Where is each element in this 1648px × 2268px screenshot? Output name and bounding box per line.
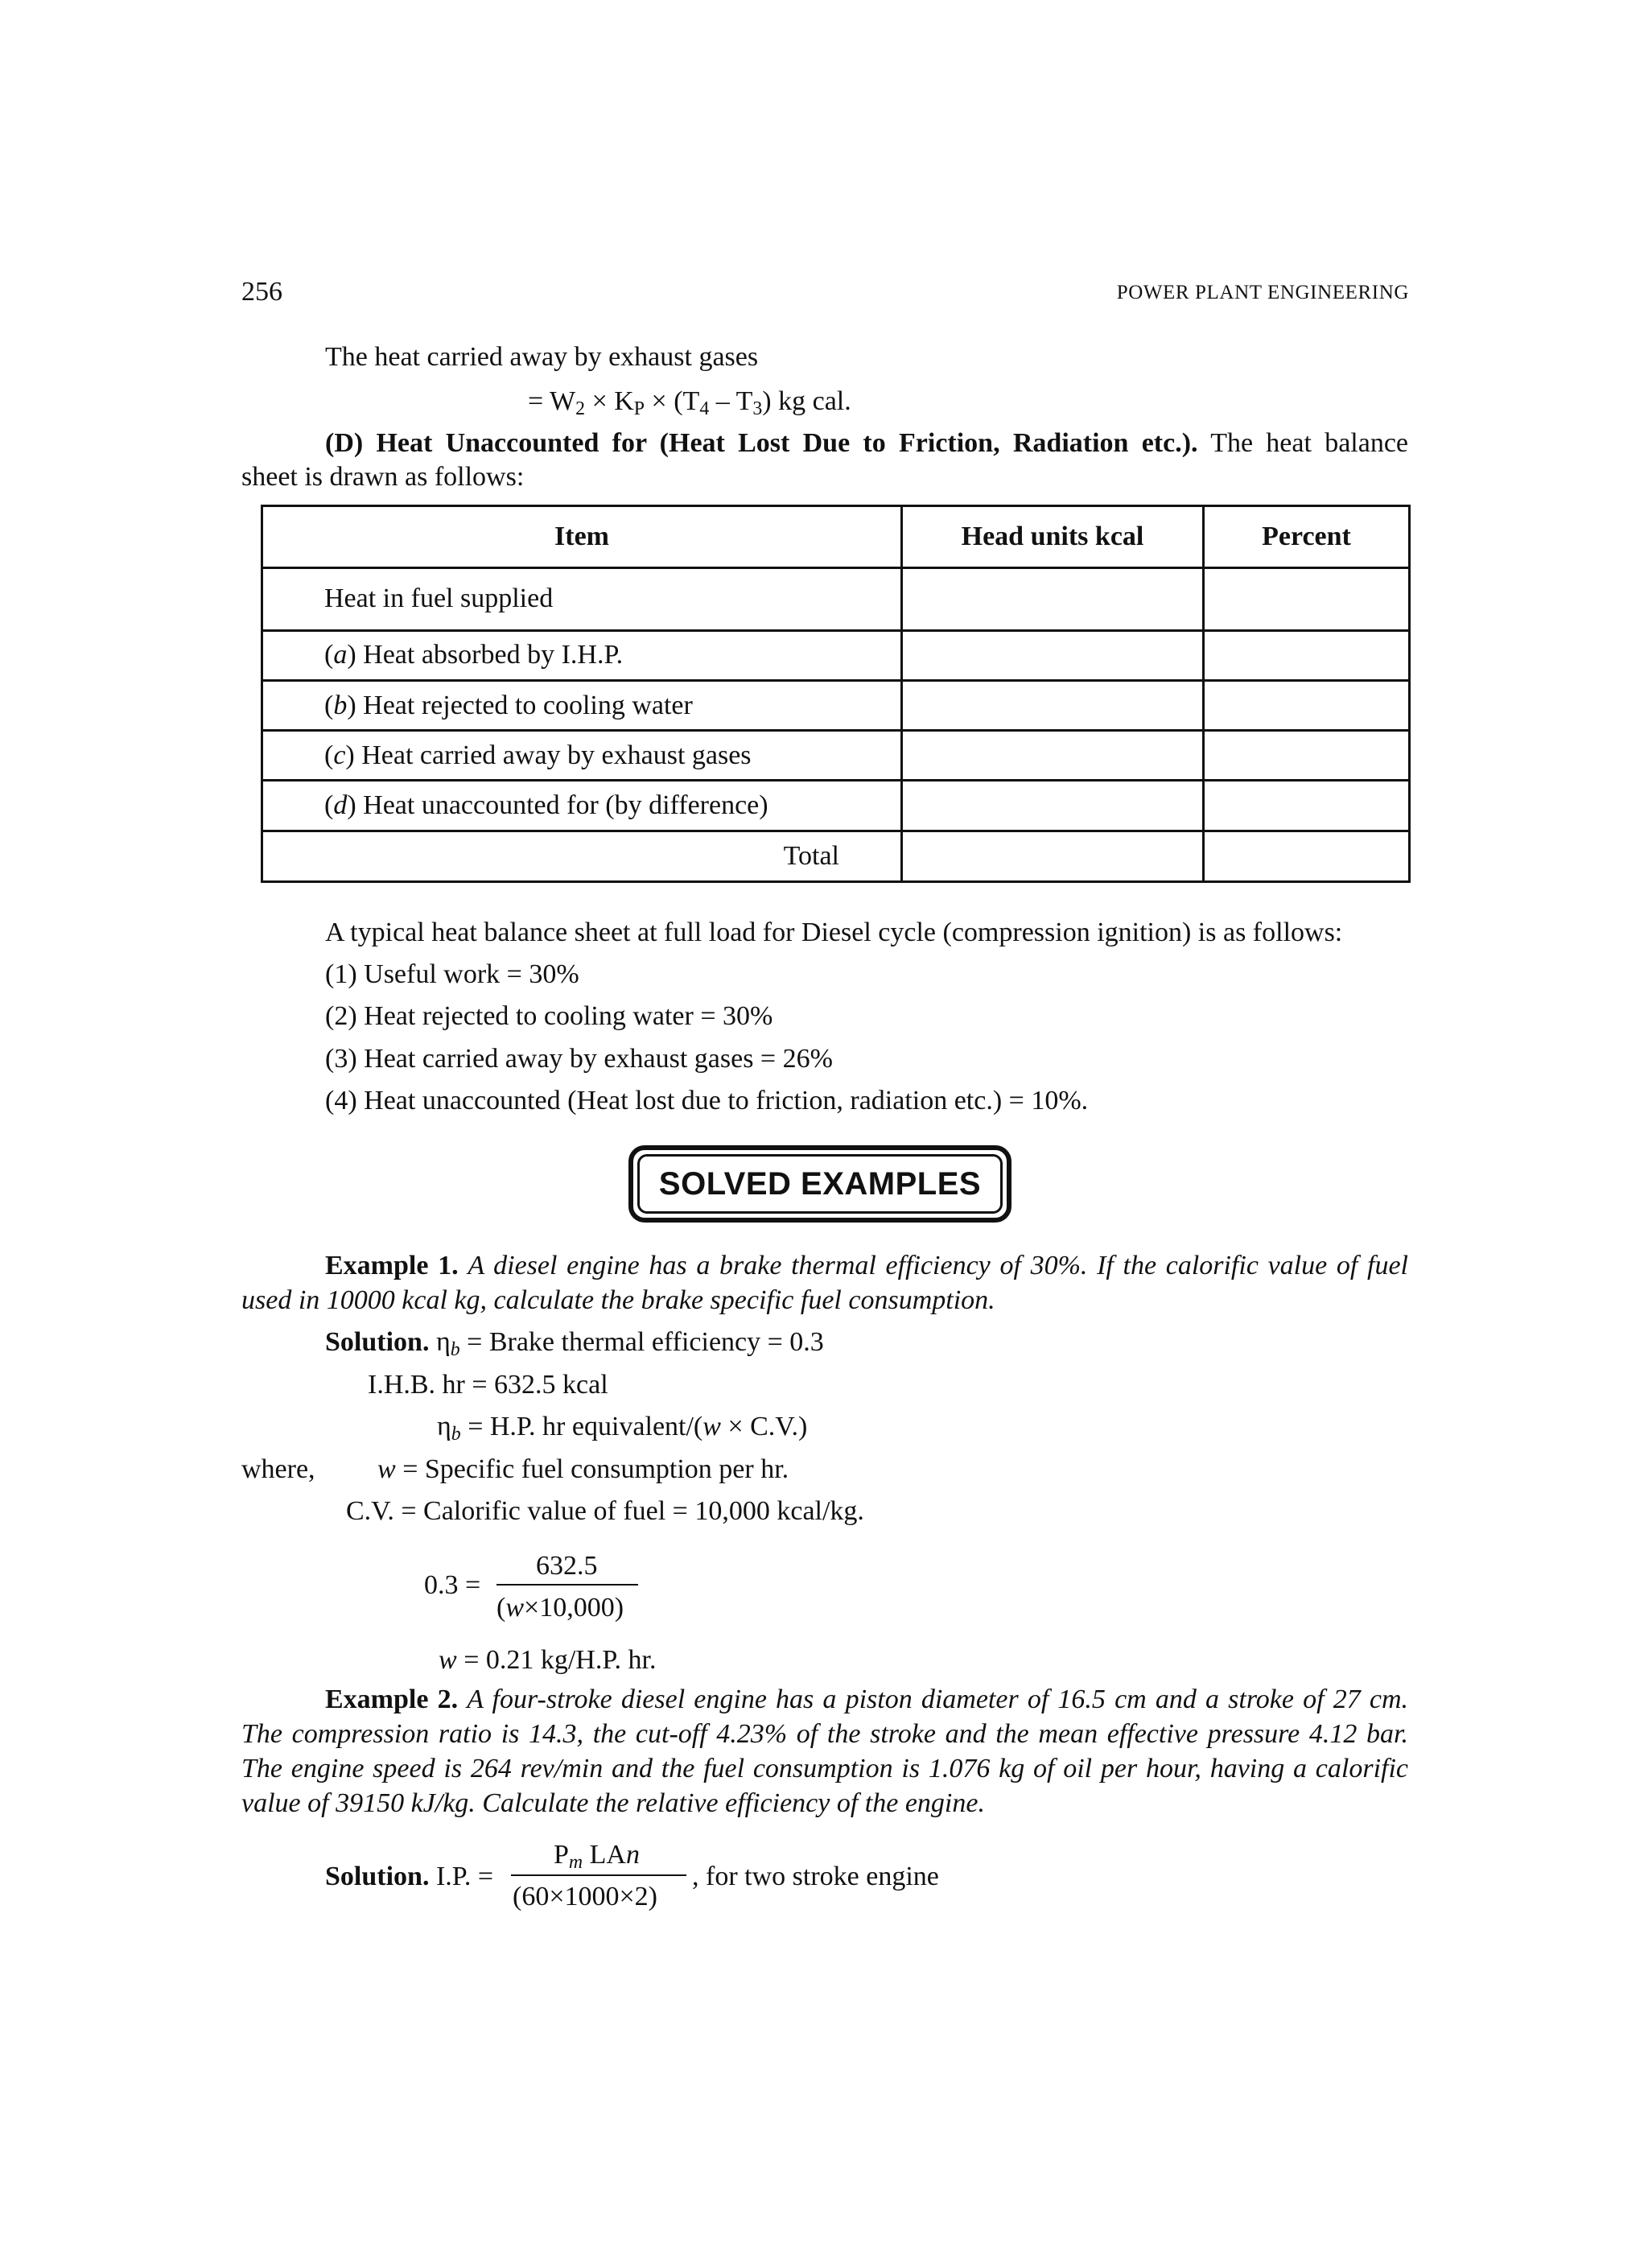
row-label: Heat in fuel supplied	[262, 568, 902, 630]
fraction-lhs: 0.3 =	[424, 1570, 481, 1600]
where-label: where,	[241, 1454, 315, 1484]
result-line: w = 0.21 kg/H.P. hr.	[439, 1645, 657, 1675]
list-item: (4) Heat unaccounted (Heat lost due to friction, radiation etc.) = 10%.	[325, 1086, 1089, 1115]
kcal-cell	[902, 781, 1204, 831]
solution-label: Solution.	[325, 1327, 430, 1357]
ihb-line: I.H.B. hr = 632.5 kcal	[368, 1370, 608, 1400]
percent-cell	[1204, 630, 1410, 680]
ip-tail: , for two stroke engine	[692, 1862, 939, 1891]
example1-line2: used in 10000 kcal kg, calculate the brake specific fuel consumption.	[241, 1285, 995, 1315]
list-item: (3) Heat carried away by exhaust gases = 26%	[325, 1044, 833, 1074]
total-label: Total	[262, 831, 902, 881]
fraction-numerator: 632.5	[536, 1551, 598, 1581]
section-d-heading: (D) Heat Unaccounted for (Heat Lost Due to Friction, Radiation etc.).	[325, 428, 1198, 458]
list-item: (1) Useful work = 30%	[325, 959, 579, 989]
solved-examples-badge: SOLVED EXAMPLES	[637, 1154, 1003, 1214]
section-d-line1: (D) Heat Unaccounted for (Heat Lost Due to Friction, Radiation etc.). The heat balance	[325, 428, 1409, 458]
ip-numerator: $P_m$ LAn	[554, 1840, 640, 1873]
heat-balance-table	[261, 505, 1411, 883]
example1-solution-line1: Solution. $\eta_b$ = Brake thermal efficiency = 0.3	[325, 1327, 824, 1360]
percent-cell	[1204, 781, 1410, 831]
percent-cell	[1204, 831, 1410, 881]
header-item: Item	[262, 506, 902, 568]
typical-intro: A typical heat balance sheet at full load for Diesel cycle (compression ignition) is as follows:	[325, 918, 1343, 947]
percent-cell	[1204, 568, 1410, 630]
percent-cell	[1204, 680, 1410, 730]
exhaust-formula: = $W_2 \times K_P \times (T_4 - T_3)$ kg cal.	[528, 386, 851, 419]
percent-cell	[1204, 731, 1410, 781]
ip-fraction-bar	[511, 1874, 686, 1876]
cv-definition: C.V. = Calorific value of fuel = 10,000 kcal/kg.	[346, 1496, 864, 1526]
fraction-bar	[496, 1584, 638, 1586]
kcal-cell	[902, 680, 1204, 730]
example2-label: Example 2.	[325, 1685, 459, 1714]
row-label: (b) Heat rejected to cooling water	[262, 680, 902, 730]
example2-line1: Example 2. A four-stroke diesel engine has a piston diameter of 16.5 cm and a stroke of 27 cm.	[325, 1685, 1409, 1714]
exhaust-intro: The heat carried away by exhaust gases	[325, 342, 759, 372]
table-row	[262, 731, 1410, 781]
example2-line3: The engine speed is 264 rev/min and the fuel consumption is 1.076 kg of oil per hour, having a calorific	[241, 1754, 1408, 1783]
example1-line1: Example 1. A diesel engine has a brake thermal efficiency of 30%. If the calorific value of fuel	[325, 1251, 1409, 1280]
table-row	[262, 781, 1410, 831]
table-row	[262, 630, 1410, 680]
ip-denominator: (60×1000×2)	[513, 1882, 657, 1911]
example1-label: Example 1.	[325, 1251, 459, 1280]
fraction-denominator: (w×10,000)	[496, 1593, 624, 1623]
kcal-cell	[902, 630, 1204, 680]
table-row	[262, 568, 1410, 630]
table-row	[262, 680, 1410, 730]
example2-solution: Solution. I.P. =	[325, 1862, 494, 1891]
kcal-cell	[902, 568, 1204, 630]
header-head-units: Head units kcal	[902, 506, 1204, 568]
kcal-cell	[902, 731, 1204, 781]
row-label: (a) Heat absorbed by I.H.P.	[262, 630, 902, 680]
page-number: 256	[241, 277, 282, 307]
section-d-line2: sheet is drawn as follows:	[241, 462, 525, 492]
eta-equation: $\eta_b = H.P$. hr equivalent/(w × C.V.)	[437, 1412, 808, 1445]
example2-line4: value of 39150 kJ/kg. Calculate the relative efficiency of the engine.	[241, 1788, 985, 1818]
kcal-cell	[902, 831, 1204, 881]
row-label: (d) Heat unaccounted for (by difference)	[262, 781, 902, 831]
list-item: (2) Heat rejected to cooling water = 30%	[325, 1001, 773, 1031]
table-row-total	[262, 831, 1410, 881]
example2-line2: The compression ratio is 14.3, the cut-off 4.23% of the stroke and the mean effective pressure 4.12 bar.	[241, 1719, 1408, 1749]
solution-label: Solution.	[325, 1862, 430, 1891]
w-definition: w = Specific fuel consumption per hr.	[377, 1454, 789, 1484]
row-label: (c) Heat carried away by exhaust gases	[262, 731, 902, 781]
header-percent: Percent	[1204, 506, 1410, 568]
running-head: POWER PLANT ENGINEERING	[1116, 282, 1409, 303]
